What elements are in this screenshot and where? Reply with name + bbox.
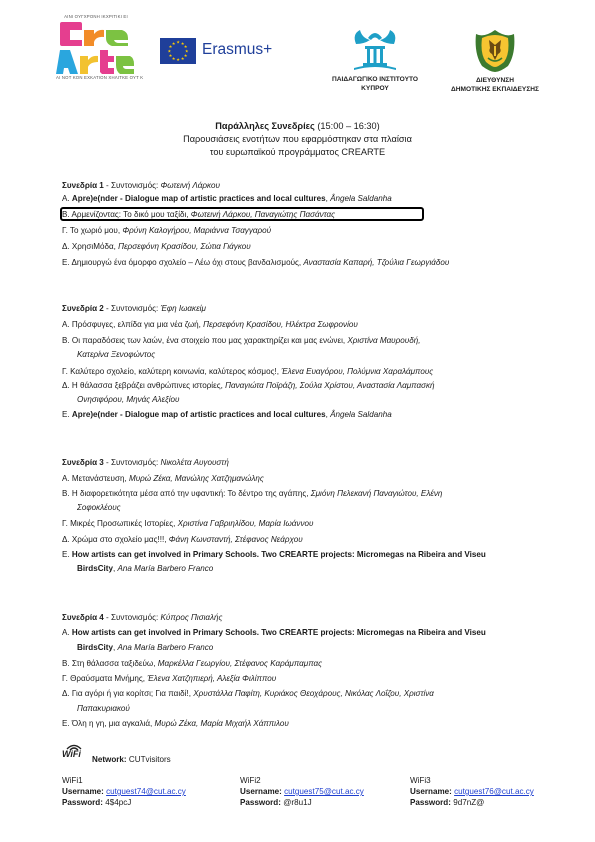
crearte-logo [56, 14, 144, 80]
session-4-item-c: Γ. Θραύσματα Μνήμης, Έλενα Χατζηπιερή, Αλεξία Φιλίππου [62, 674, 277, 683]
session-1-item-a: Α. Apre)e(nder - Dialogue map of artistic practices and local cultures, Ângela Saldanha [62, 194, 392, 203]
session-3-item-c: Γ. Μικρές Προσωπικές Ιστορίες, Χριστίνα Γαβριηλίδου, Μαρία Ιωάννου [62, 519, 314, 528]
session-4-item-b: Β. Στη θάλασσα ταξιδεύω, Μαρκέλλα Γεωργίου, Στέφανος Καράμπαμπας [62, 659, 323, 668]
svg-text:★: ★ [168, 43, 173, 49]
pedagogical-institute-caption: ΠΑΙΔΑΓΩΓΙΚΟ ΙΝΣΤΙΤΟΥΤΟ [331, 76, 419, 83]
svg-text:★: ★ [183, 43, 188, 49]
heading-subtitle-line-1: Παρουσιάσεις ενοτήτων που εφαρμόστηκαν στα πλαίσια [183, 134, 412, 144]
session-4-item-d: Δ. Για αγόρι ή για κορίτσι; Για παιδί!, Χρυστάλλα Παφίτη, Κυριάκος Θεοχάρους, Νικόλας Λοΐζου, Χριστίνα [62, 689, 434, 698]
svg-text:★: ★ [171, 40, 176, 46]
wifi3-username-link[interactable]: cutguest76@cut.ac.cy [454, 787, 534, 796]
wifi2-password-row: Password: @r8u1J [240, 798, 312, 807]
primary-education-subcaption: ΔΗΜΟΤΙΚΗΣ ΕΚΠΑΙΔΕΥΣΗΣ [450, 86, 540, 93]
wifi2-username-link[interactable]: cutguest75@cut.ac.cy [284, 787, 364, 796]
wifi-signal-icon [65, 743, 83, 751]
session-2-item-d: Δ. Η θάλασσα ξεβράζει ανθρώπινες ιστορίες, Παναγιώτα Ποϊράζη, Σούλα Χρίστου, Αναστασία Λαμπασκή [62, 381, 435, 390]
svg-text:★: ★ [180, 40, 185, 46]
session-4-item-a-continued: BirdsCity, Ana María Barbero Franco [77, 643, 214, 652]
wifi2-name: WiFi2 [240, 776, 261, 785]
pedagogical-institute-logo [320, 26, 430, 98]
session-4-item-e: Ε. Όλη η γη, μια αγκαλιά, Μυρώ Ζέκα, Μαρία Μιχαήλ Χάππιλου [62, 719, 289, 728]
svg-text:★: ★ [180, 56, 185, 61]
wifi2-username-row: Username: cutguest75@cut.ac.cy [240, 787, 364, 796]
session-2-item-b: Β. Οι παραδόσεις των λαών, ένα στοιχείο που μας χαρακτηρίζει και μας ενώνει, Χριστίνα Μαυρουδή, [62, 336, 421, 345]
wifi2-block [240, 775, 400, 808]
wifi1-password-row: Password: 4$4pcJ [62, 798, 132, 807]
pedagogical-institute-country: ΚΥΠΡΟΥ [361, 85, 389, 92]
wifi1-name: WiFi1 [62, 776, 83, 785]
session-3-item-b-continued: Σοφοκλέους [77, 503, 121, 512]
session-3-item-d: Δ. Χρώμα στο σχολείο μας!!!, Φάνη Κωνσταντή, Στέφανος Νεάρχου [62, 535, 303, 544]
svg-text:★: ★ [167, 48, 172, 54]
primary-education-caption: ΔΙΕΥΘΥΝΣΗ [476, 77, 514, 84]
crearte-logo-top-text: ΑΙΝΙ ΟΥΓΧΡΟΝΗ ΙΚΧΡΙΤΙΚΙ ΕΙ [64, 14, 128, 19]
session-1-header: Συνεδρία 1 - Συντονισμός: Φωτεινή Λάρκου [62, 181, 220, 190]
session-2-item-d-continued: Ονησιφόρου, Μηνάς Αλεξίου [77, 395, 180, 404]
wifi1-username-link[interactable]: cutguest74@cut.ac.cy [106, 787, 186, 796]
highlight-box [60, 207, 424, 221]
pedagogical-institute-emblem-icon [348, 26, 402, 72]
session-2-header: Συνεδρία 2 - Συντονισμός: Έφη Ιωακείμ [62, 304, 206, 313]
session-1-item-b: Β. Αρμενίζοντας: Το δικό μου ταξίδι, Φωτεινή Λάρκου, Παναγιώτης Πασάντας [62, 210, 336, 219]
svg-text:★: ★ [171, 56, 176, 61]
session-3-item-e: Ε. How artists can get involved in Primary Schools. Two CREARTE projects: Micromegas na Ribeira and Viseu [62, 550, 486, 559]
session-3-item-e-continued: BirdsCity, Ana María Barbero Franco [77, 564, 214, 573]
session-1-item-e: Ε. Δημιουργώ ένα όμορφο σχολείο – Λέω όχι στους βανδαλισμούς, Αναστασία Καπαρή, Τζούλια Γεωργιάδου [62, 258, 450, 267]
session-2-item-e: Ε. Apre)e(nder - Dialogue map of artistic practices and local cultures, Ângela Saldanha [62, 410, 392, 419]
erasmus-logo [160, 38, 290, 64]
svg-text:★: ★ [183, 52, 188, 58]
session-1-item-c: Γ. Το χωριό μου, Φρύνη Καλογήρου, Μαριάννα Τσαγγαρού [62, 226, 272, 235]
svg-text:★: ★ [184, 48, 189, 54]
wifi-logo [62, 749, 81, 759]
wifi-network-name: CUTvisitors [128, 755, 171, 764]
wifi-network-label: Network: CUTvisitors [92, 755, 171, 764]
wifi-network-line [62, 751, 262, 765]
crearte-logo-bottom-text: ΑΙ ΝΟΤ ΚΟΝ ΕΧΚΑΤΙΟΝ ΧΗΛΙΤΚΕ ΟΥΤ Κ [56, 75, 144, 80]
crearte-logo-mark [56, 20, 136, 76]
wifi2-password: @r8u1J [283, 798, 312, 807]
session-4-header: Συνεδρία 4 - Συντονισμός: Κύπρος Πισιαλής [62, 613, 223, 622]
wifi1-password: 4$4pcJ [105, 798, 132, 807]
wifi1-block [62, 775, 222, 808]
cyprus-coat-of-arms-icon [472, 24, 518, 74]
parallel-sessions-title [0, 121, 595, 131]
session-4-item-a: Α. How artists can get involved in Primary Schools. Two CREARTE projects: Micromegas na Ribeira and Viseu [62, 628, 486, 637]
wifi3-block [410, 775, 575, 808]
session-3-item-a: Α. Μετανάστευση, Μυρώ Ζέκα, Μανώλης Χατζημανώλης [62, 474, 264, 483]
svg-text:★: ★ [176, 57, 180, 63]
session-3-item-b: Β. Η διαφορετικότητα μέσα από την υφαντική: Το δέντρο της αγάπης, Σμιόνη Πελεκανή Παναγιώτου, Ελένη [62, 489, 443, 498]
session-4-item-d-continued: Παπακυριακού [77, 704, 130, 713]
session-3-header: Συνεδρία 3 - Συντονισμός: Νικολέτα Αυγουστή [62, 458, 229, 467]
session-2-item-c: Γ. Καλύτερο σχολείο, καλύτερη κοινωνία, καλύτερος κόσμος!, Έλενα Ευαγόρου, Πολύμνια Χαραλάμπους [62, 367, 434, 376]
wifi-logo-text: WiFi [62, 749, 81, 759]
heading-subtitle-line-2: του ευρωπαϊκού προγράμματος CREARTE [209, 147, 386, 157]
title-time: (15:00 – 16:30) [317, 121, 380, 131]
session-2-item-b-continued: Κατερίνα Ξενοφώντος [77, 350, 156, 359]
wifi3-password-row: Password: 9d7nZ@ [410, 798, 485, 807]
svg-text:★: ★ [168, 52, 173, 58]
eu-flag-icon [160, 38, 196, 64]
erasmus-plus-text: Erasmus+ [202, 41, 273, 58]
wifi3-username-row: Username: cutguest76@cut.ac.cy [410, 787, 534, 796]
session-1-item-d: Δ. ΧρησιΜόδα, Περσεφόνη Κρασίδου, Σώτια Γιάγκου [62, 242, 251, 251]
primary-education-logo [440, 24, 550, 98]
wifi3-name: WiFi3 [410, 776, 431, 785]
title-text: Παράλληλες Συνεδρίες [215, 121, 315, 131]
session-2-item-a: Α. Πρόσφυγες, ελπίδα για μια νέα ζωή, Περσεφόνη Κρασίδου, Ηλέκτρα Σωφρονίου [62, 320, 358, 329]
wifi3-password: 9d7nZ@ [453, 798, 485, 807]
svg-text:★: ★ [176, 39, 180, 45]
wifi1-username-row: Username: cutguest74@cut.ac.cy [62, 787, 186, 796]
